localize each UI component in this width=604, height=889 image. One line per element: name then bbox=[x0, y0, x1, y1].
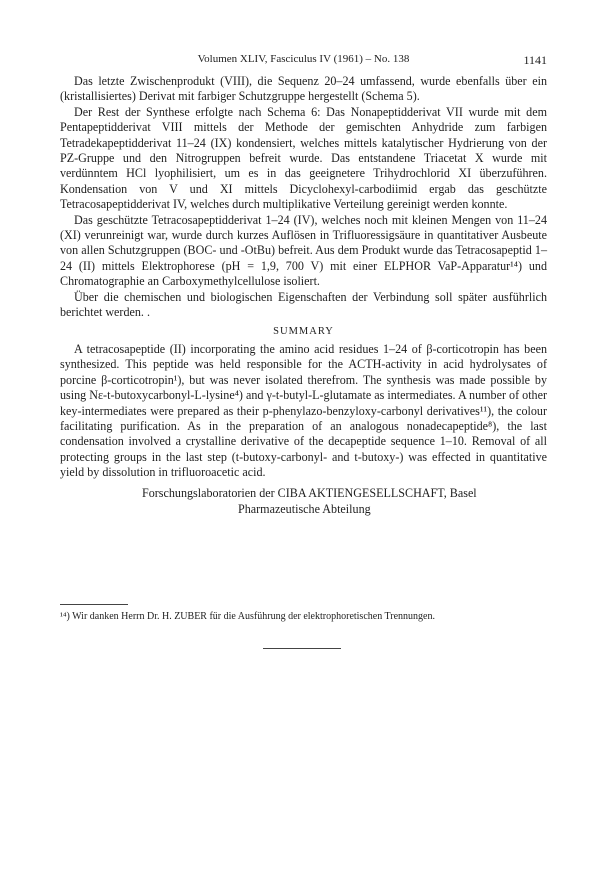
paragraph-synthesis-scheme-6: Der Rest der Synthese erfolgte nach Schema 6: Das Nonapeptidderivat VII wurde mit dem Pentapeptidderivat VIII mittels der Methode der gemischten Anhydride zum farbigen Tetradekapeptidderivat 11–24 (IX) kondensiert, welches mittels katalytischer Hydrierung von der PZ-Gruppe und den Nitrogruppen befreit wurde. Das entstandene Triacetat X wurde mit verdünntem HCl lyophilisiert, um es in das geeignetere Trihydrochlorid XI überzuführen. Kondensation von V und XI mittels Dicyclohexyl-carbodiimid ergab das geschützte Tetracosapeptidderivat IV, welches durch multiplikative Verteilung gereinigt werden konnte. bbox=[60, 104, 547, 212]
paragraph-deprotection: Das geschützte Tetracosapeptidderivat 1–24 (IV), welches noch mit kleinen Mengen von 11–24 (XI) verunreinigt war, wurde durch kurzes Auflösen in Trifluoressigsäure in quantitativer Ausbeute von allen Schutzgruppen (BOC- und -OtBu) befreit. Aus dem Produkt wurde das Tetracosapeptid 1–24 (II) mittels Elektrophorese (pH = 1,9, 700 V) mit einer ELPHOR VaP-Apparatur¹⁴) und Chromatographie an Carboxymethylcellulose isoliert. bbox=[60, 212, 547, 289]
article-body bbox=[60, 74, 547, 517]
page-header bbox=[60, 53, 547, 69]
page-number: 1141 bbox=[523, 53, 547, 67]
paragraph-outlook: Über die chemischen und biologischen Eigenschaften der Verbindung soll später ausführlich berichtet werden. . bbox=[60, 289, 547, 320]
footnote-divider bbox=[60, 604, 128, 605]
article-end-rule bbox=[263, 648, 341, 649]
running-head: Volumen XLIV, Fasciculus IV (1961) – No. 138 bbox=[197, 53, 410, 65]
affiliation bbox=[60, 485, 547, 517]
affiliation-department: Pharmazeutische Abteilung bbox=[238, 501, 371, 516]
summary-text: A tetracosapeptide (II) incorporating the amino acid residues 1–24 of β-corticotropin has been synthesized. This peptide was held responsible for the ACTH-activity in acid hydrolysates of porcine β-corticotropin¹), but was never isolated therefrom. The synthesis was made possible by using Nε-t-butoxycarbonyl-L-lysine⁴) and γ-t-butyl-L-glutamate as intermediates. A number of other key-intermediates were prepared as their p-phenylazo-benzyloxy-carbonyl derivatives¹¹), the colour facilitating purification. As in the preparation of an analogous nonadecapeptide⁸), the last condensation involved a crystalline derivative of the decapeptide sequence 1–10. Removal of all protecting groups in the last step (t-butoxy-carbonyl- and t-butoxy-) was effected in quantitative yield by dissolution in trifluoroacetic acid. bbox=[60, 341, 547, 480]
summary-section bbox=[60, 342, 547, 481]
summary-heading: SUMMARY bbox=[273, 325, 334, 337]
affiliation-institution: Forschungslaboratorien der CIBA AKTIENGESELLSCHAFT, Basel bbox=[142, 485, 477, 500]
footnote: ¹⁴) Wir danken Herrn Dr. H. ZUBER für die Ausführung der elektrophoretischen Trennungen. bbox=[60, 611, 435, 622]
paragraph-intermediate-viii: Das letzte Zwischenprodukt (VIII), die Sequenz 20–24 umfassend, wurde ebenfalls über ein (kristallisiertes) Derivat mit farbiger Schutzgruppe hergestellt (Schema 5). bbox=[60, 74, 547, 104]
